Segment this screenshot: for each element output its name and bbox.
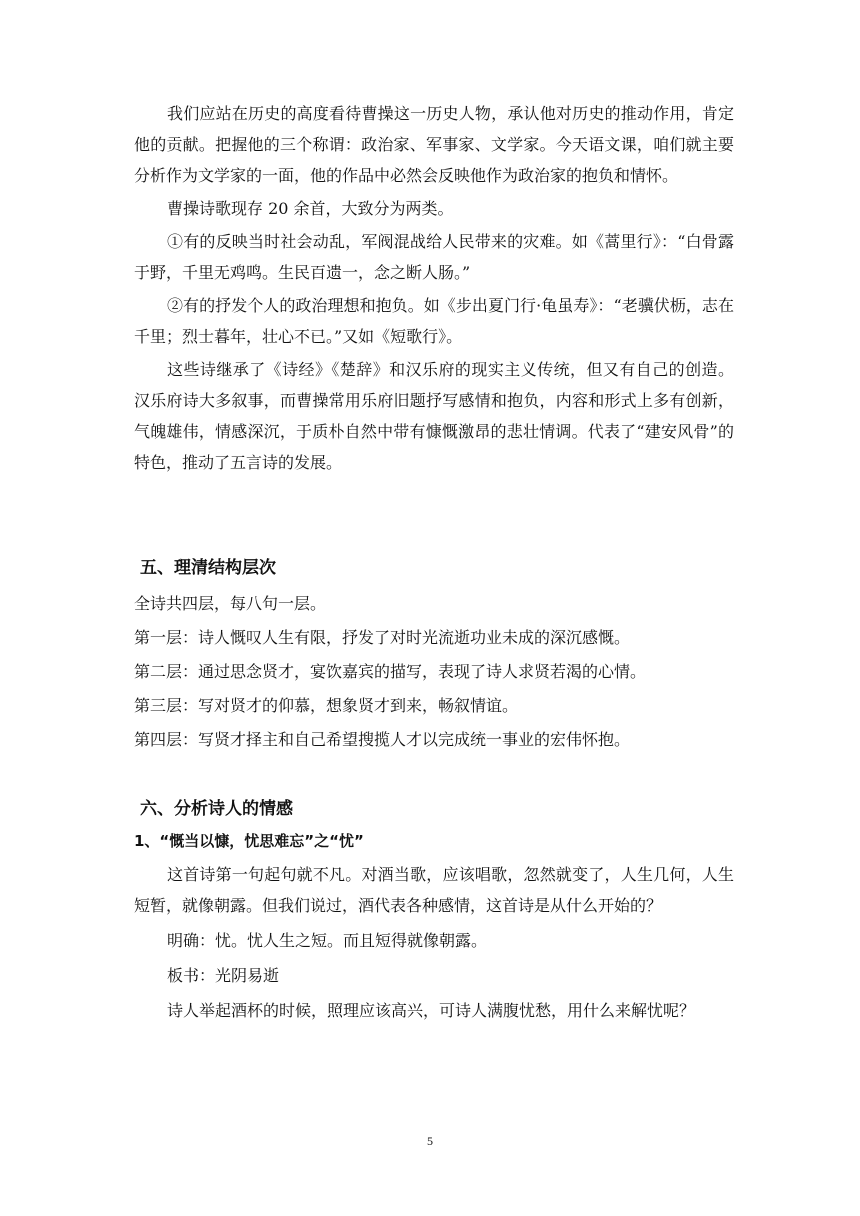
page-content (134, 98, 734, 1026)
page-number: 5 (427, 1134, 433, 1148)
intro-paragraph-1: 我们应站在历史的高度看待曹操这一历史人物，承认他对历史的推动作用，肯定他的贡献。把握他的三个称谓：政治家、军事家、文学家。今天语文课，咱们就主要分析作为文学家的一面，他的作品中必然会反映他作为政治家的抱负和情怀。 (134, 104, 734, 185)
section-6-paragraph-1: 这首诗第一句起句就不凡。对酒当歌，应该唱歌，忽然就变了，人生几何，人生短暂，就像朝露。但我们说过，酒代表各种感情，这首诗是从什么开始的？ (134, 865, 734, 915)
section-5-line: 第三层：写对贤才的仰慕，想象贤才到来，畅叙情谊。 (134, 696, 519, 715)
intro-paragraph-5: 这些诗继承了《诗经》《楚辞》和汉乐府的现实主义传统，但又有自己的创造。汉乐府诗大多叙事，而曹操常用乐府旧题抒写感情和抱负，内容和形式上多有创新，气魄雄伟，情感深沉，于质朴自然中带有慷慨激昂的悲壮情调。代表了“建安风骨”的特色，推动了五言诗的发展。 (134, 360, 734, 472)
section-6-paragraph-4: 诗人举起酒杯的时候，照理应该高兴，可诗人满腹忧愁，用什么来解忧呢？ (167, 1001, 696, 1020)
section-6-paragraph-2: 明确：忧。忧人生之短。而且短得就像朝露。 (167, 931, 488, 950)
section-5-heading: 五、理清结构层次 (140, 558, 276, 578)
section-5-line: 第一层：诗人慨叹人生有限，抒发了对时光流逝功业未成的深沉感慨。 (134, 628, 631, 647)
intro-paragraph-3: ①有的反映当时社会动乱，军阀混战给人民带来的灾难。如《蒿里行》：“白骨露于野，千里无鸡鸣。生民百遗一，念之断人肠。” (134, 232, 734, 282)
section-6-heading: 六、分析诗人的情感 (140, 799, 293, 819)
section-5-line: 全诗共四层，每八句一层。 (134, 594, 327, 613)
intro-paragraph-2: 曹操诗歌现存 20 余首，大致分为两类。 (167, 199, 454, 218)
section-5-line: 第二层：通过思念贤才，宴饮嘉宾的描写，表现了诗人求贤若渴的心情。 (134, 662, 647, 681)
section-5-lines (134, 588, 734, 755)
intro-paragraph-4: ②有的抒发个人的政治理想和抱负。如《步出夏门行·龟虽寿》：“老骥伏枥，志在千里；烈士暮年，壮心不已。”又如《短歌行》。 (134, 296, 734, 346)
section-5-line: 第四层：写贤才择主和自己希望搜揽人才以完成统一事业的宏伟怀抱。 (134, 730, 631, 749)
section-6-paragraph-3: 板书：光阴易逝 (167, 966, 280, 985)
section-6-subheading: 1、“慨当以慷，忧思难忘”之“忧” (134, 832, 364, 850)
